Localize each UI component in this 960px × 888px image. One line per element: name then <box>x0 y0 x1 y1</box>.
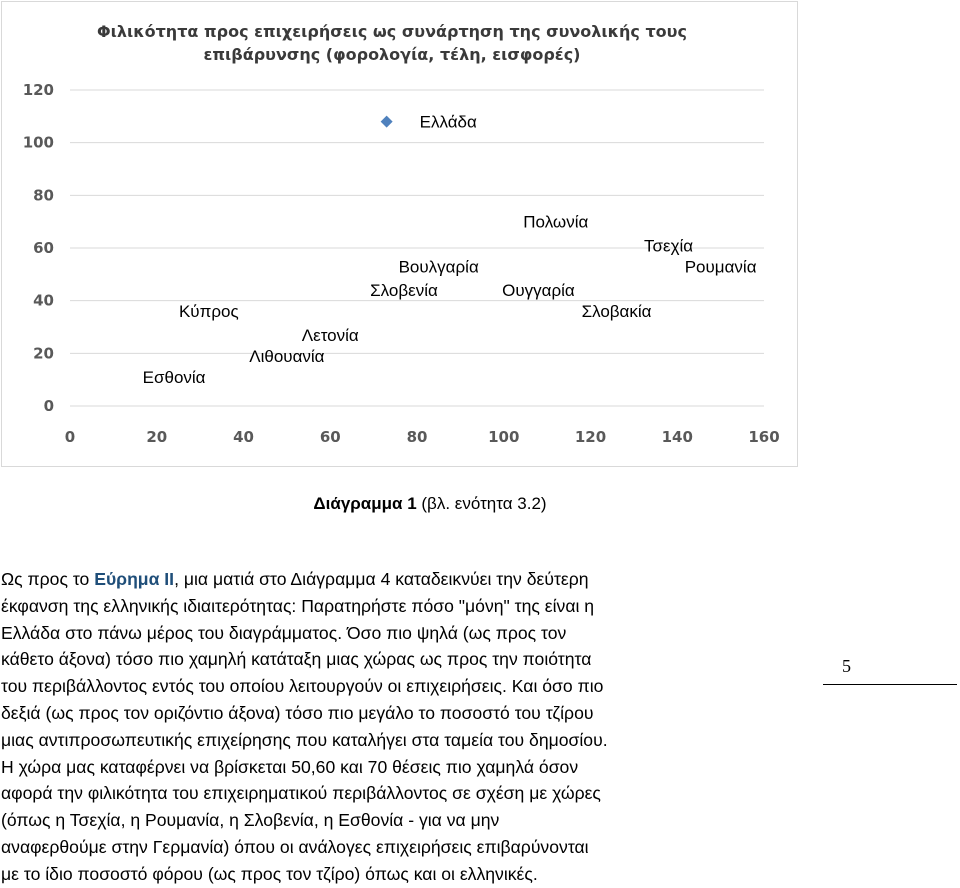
y-tick-label: 80 <box>33 186 54 205</box>
point-1-marker <box>381 116 393 128</box>
x-tick-label: 80 <box>406 428 428 446</box>
body-line: (όπως η Τσεχία, η Ρουμανία, η Σλοβενία, η Εσθονία - για να μην <box>1 810 500 831</box>
body-paragraph <box>1 566 801 888</box>
chart-frame <box>1 1 798 467</box>
page-number: 5 <box>842 656 851 676</box>
body-line: κάθετο άξονα) τόσο πιο χαμηλή κατάταξη μιας χώρας ως προς την ποιότητα <box>1 649 592 670</box>
point-7-label: Ουγγαρία <box>502 281 575 301</box>
point-3-label: Τσεχία <box>644 236 694 256</box>
point-8-label: Κύπρος <box>178 302 239 322</box>
point-12-label: Εσθονία <box>142 368 206 388</box>
x-tick-label: 0 <box>64 428 76 446</box>
point-4-label: Βουλγαρία <box>398 257 479 277</box>
page-number-rule <box>823 684 957 685</box>
x-tick-label: 40 <box>233 428 254 446</box>
body-line: του περιβάλλοντος εντός του οποίου λειτουργούν οι επιχειρήσεις. Και όσο πιο <box>1 676 604 697</box>
body-line: Η χώρα μας καταφέρνει να βρίσκεται 50,60 και 70 θέσεις πιο χαμηλά όσον <box>1 756 579 777</box>
point-5-label: Ρουμανία <box>684 257 757 277</box>
y-tick-label: 40 <box>33 291 54 310</box>
point-10-label: Λετονία <box>301 325 359 345</box>
body-line: έκφανση της ελληνικής ιδιαιτερότητας: Παρατηρήστε πόσο "μόνη" της είναι η <box>1 595 595 616</box>
body-line-1-pre: Ως προς το <box>1 569 95 589</box>
body-line: Ελλάδα στο πάνω μέρος του διαγράμματος. Όσο πιο ψηλά (ως προς τον <box>1 622 567 643</box>
point-11-label: Λιθουανία <box>249 346 325 366</box>
y-tick-label: 100 <box>22 133 54 152</box>
y-tick-label: 60 <box>33 239 54 257</box>
x-tick-label: 20 <box>146 428 168 446</box>
body-line: μιας αντιπροσωπευτικής επιχείρησης που καταλήγει στα ταμεία του δημοσίου. <box>1 729 608 750</box>
point-6-label: Σλοβενία <box>370 281 438 301</box>
caption-rest: (βλ. ενότητα 3.2) <box>416 494 547 513</box>
scatter-plot <box>2 2 799 468</box>
body-line-1 <box>1 566 801 593</box>
point-9-label: Σλοβακία <box>581 302 652 322</box>
y-tick-label: 0 <box>43 397 54 415</box>
chart-title-line-2: επιβάρυνσης (φορολογία, τέλη, εισφορές) <box>203 45 581 64</box>
x-tick-label: 100 <box>488 428 520 446</box>
point-1-label: Ελλάδα <box>419 112 477 132</box>
y-tick-label: 120 <box>22 81 54 99</box>
figure-caption <box>0 494 860 514</box>
x-tick-label: 120 <box>574 428 607 446</box>
body-line: αναφερθούμε στην Γερμανία) όπου οι ανάλογες επιχειρήσεις επιβαρύνονται <box>1 836 589 857</box>
body-line-1-post: , μια ματιά στο Διάγραμμα 4 καταδεικνύει την δεύτερη <box>174 569 589 589</box>
point-2-label: Πολωνία <box>523 212 589 232</box>
x-tick-label: 160 <box>748 428 780 446</box>
body-line: με το ίδιο ποσοστό φόρου (ως προς τον τζίρο) όπως και οι ελληνικές. <box>1 863 538 884</box>
finding-highlight: Εύρημα ΙΙ <box>94 569 175 589</box>
data-points <box>143 113 757 387</box>
y-tick-label: 20 <box>33 344 54 363</box>
x-tick-label: 140 <box>661 428 693 446</box>
x-tick-label: 60 <box>319 428 341 446</box>
caption-bold: Διάγραμμα 1 <box>313 494 417 513</box>
body-line: αφορά την φιλικότητα του επιχειρηματικού περιβάλλοντος σε σχέση με χώρες <box>1 783 601 804</box>
chart-title-line-1: Φιλικότητα προς επιχειρήσεις ως συνάρτηση της συνολικής τους <box>97 22 687 41</box>
body-line: δεξιά (ως προς τον οριζόντιο άξονα) τόσο πιο μεγάλο το ποσοστό του τζίρου <box>1 702 594 723</box>
